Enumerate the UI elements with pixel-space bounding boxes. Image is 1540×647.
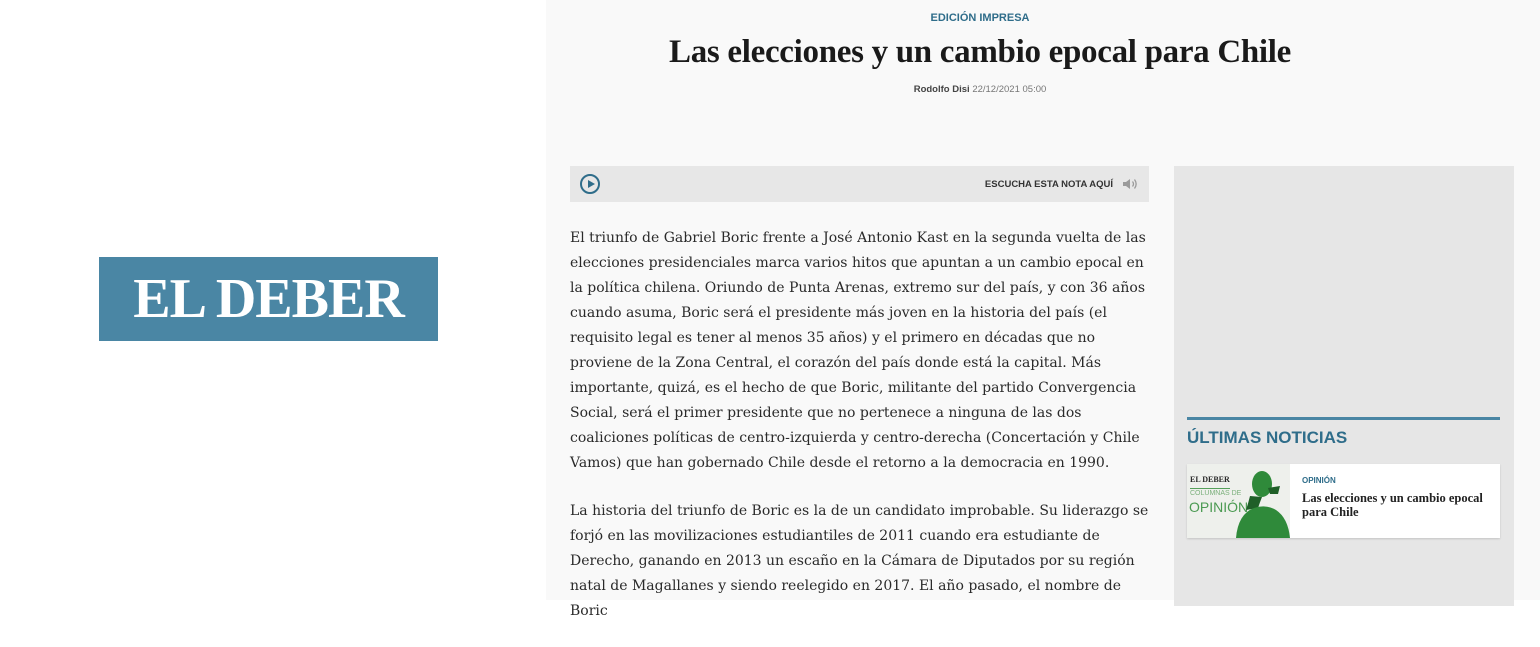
section-kicker[interactable]: EDICIÓN IMPRESA xyxy=(930,12,1030,24)
article-title: Las elecciones y un cambio epocal para Chile xyxy=(668,34,1292,70)
el-deber-logo[interactable]: EL DEBER xyxy=(99,257,438,341)
latest-news-item[interactable] xyxy=(1187,464,1500,538)
thumb-subtitle: COLUMNAS DE xyxy=(1190,490,1242,497)
audio-label[interactable]: ESCUCHA ESTA NOTA AQUÍ xyxy=(984,178,1113,190)
news-thumbnail[interactable] xyxy=(1187,464,1290,538)
news-title[interactable]: Las elecciones y un cambio epocal para Chile xyxy=(1302,491,1483,519)
news-category[interactable]: OPINIÓN xyxy=(1302,476,1336,485)
audio-player xyxy=(570,166,1149,202)
thumb-brand-label: EL DEBER xyxy=(1190,475,1230,484)
byline xyxy=(546,84,1414,95)
author-name[interactable]: Rodolfo Disi xyxy=(913,84,970,95)
latest-news-title: ÚLTIMAS NOTICIAS xyxy=(1187,428,1348,447)
article-paragraph: El triunfo de Gabriel Boric frente a José Antonio Kast en la segunda vuelta de las elecciones presidenciales marca varios hitos que apuntan a un cambio epocal en la política chilena. Oriundo de Punta Arenas, extremo sur del país, y con 36 años cuando asuma, Boric será el presidente más joven en la historia del país (el requisito legal es tener al menos 35 años) y el primero en décadas que no proviene de la Zona Central, el corazón del país donde está la capital. Más importante, quizá, es el hecho de que Boric, militante del partido Convergencia Social, será el primer presidente que no pertenece a ninguna de las dos coaliciones políticas de centro-izquierda y centro-derecha (Concertación y Chile Vamos) que han gobernado Chile desde el retorno a la democracia en 1990. xyxy=(570,230,1146,471)
sidebar-divider xyxy=(1187,417,1500,420)
speaker-icon[interactable] xyxy=(1121,177,1139,191)
article-body xyxy=(570,226,1154,647)
article-page xyxy=(546,0,1540,619)
thumb-divider xyxy=(1190,488,1230,489)
thumb-section-label: OPINIÓN xyxy=(1189,499,1249,515)
news-text xyxy=(1290,464,1500,538)
audio-controls xyxy=(985,177,1139,191)
left-panel xyxy=(0,0,546,600)
play-circle-icon[interactable] xyxy=(580,174,600,194)
columnist-silhouette-icon xyxy=(1228,464,1290,538)
article-paragraph: La historia del triunfo de Boric es la de un candidato improbable. Su liderazgo se forjó en las movilizaciones estudiantiles de 2011 cuando era estudiante de Derecho, ganando en 2013 un escaño en la Cámara de Diputados por su región natal de Magallanes y siendo reelegido en 2017. El año pasado, el nombre de Boric xyxy=(570,503,1149,619)
publish-date: 22/12/2021 05:00 xyxy=(972,84,1047,95)
sidebar xyxy=(1174,166,1514,606)
